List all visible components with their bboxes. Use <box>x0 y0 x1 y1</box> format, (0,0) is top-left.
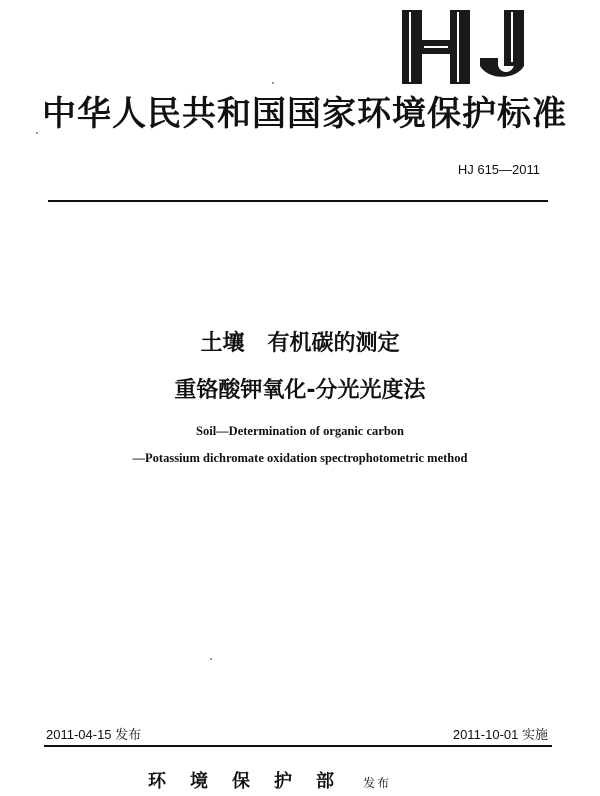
hj-logo-graphic <box>402 10 534 84</box>
scan-speck <box>36 132 38 134</box>
title-chinese-line-1: 土壤 有机碳的测定 <box>200 331 400 356</box>
issuing-body-title: 中华人民共和国国家环境保护标准 <box>42 94 567 134</box>
implementation-date: 2011-10-01 实施 <box>452 727 548 742</box>
hj-logo <box>402 10 534 84</box>
publisher-line <box>148 767 391 793</box>
scan-speck <box>210 658 212 660</box>
title-chinese-line-2: 重铬酸钾氧化-分光光度法 <box>174 378 426 403</box>
publisher-name: 环境保护部 <box>148 771 358 792</box>
publisher-suffix: 发布 <box>363 776 392 790</box>
title-english-line-2: —Potassium dichromate oxidation spectrophotometric method <box>132 451 468 465</box>
footer-divider <box>44 745 552 747</box>
scan-speck <box>272 82 274 84</box>
header-divider <box>48 200 548 202</box>
title-english-line-1: Soil—Determination of organic carbon <box>196 424 404 438</box>
issue-date: 2011-04-15 发布 <box>46 727 142 742</box>
standard-number: HJ 615—2011 <box>457 162 540 177</box>
